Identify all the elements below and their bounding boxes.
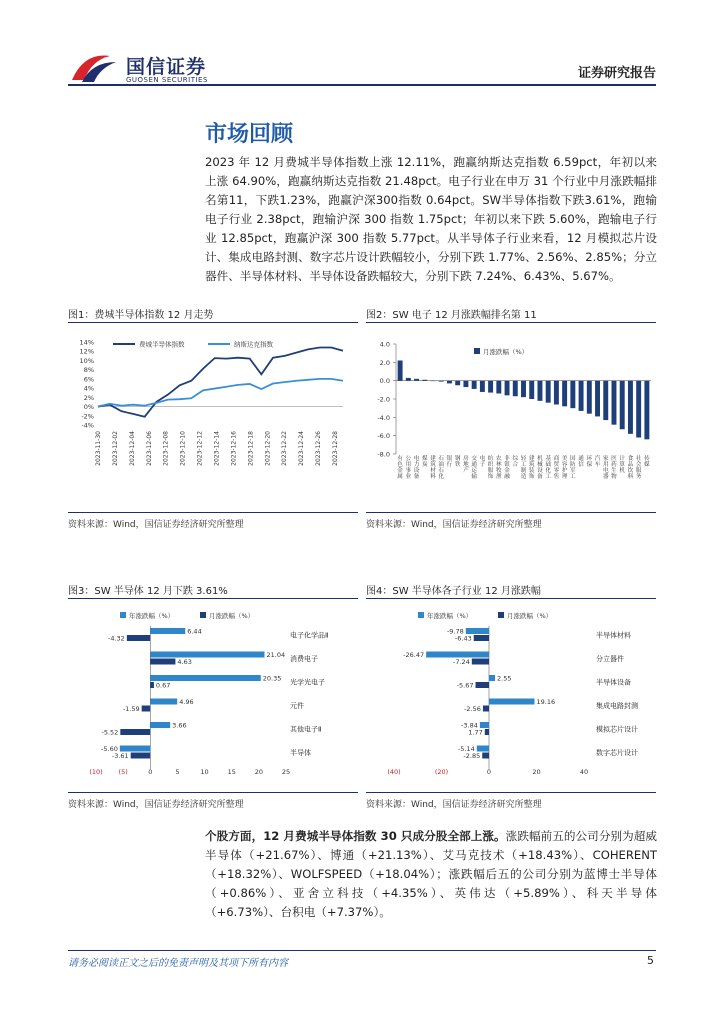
category-label: 综合 [512, 456, 519, 468]
x-tick-label: 2023-12-24 [298, 431, 306, 466]
category-label: 电子化学品Ⅱ [290, 631, 329, 640]
x-tick-label: 10 [200, 768, 209, 776]
category-label: 石油石化 [438, 456, 445, 480]
y-tick-label: 2.0 [379, 358, 390, 367]
bar [620, 381, 625, 430]
figure2-title: 图2：SW 电子 12 月涨跌幅排名第 11 [366, 310, 537, 321]
legend-label: 年涨跌幅（%） [427, 612, 473, 620]
figure1-chart [68, 330, 358, 510]
bar [480, 381, 485, 392]
bar [537, 381, 542, 401]
legend-swatch [474, 348, 480, 354]
y-tick-label: 4.0 [379, 340, 390, 349]
bar [554, 381, 559, 405]
x-tick-label: 2023-12-28 [332, 431, 339, 466]
category-label: 轻工制造 [520, 456, 527, 480]
bar [422, 380, 427, 381]
figure1-source: 资料来源：Wind，国信证券经济研究所整理 [68, 520, 244, 530]
bar [595, 381, 600, 417]
data-label: 1.77 [468, 728, 483, 737]
data-label: 19.16 [536, 698, 556, 706]
bar [505, 381, 510, 396]
bar [603, 381, 608, 420]
y-tick-label: 12% [79, 347, 94, 356]
data-label: 0.67 [155, 681, 171, 690]
data-label: 6.44 [187, 627, 202, 636]
data-label: 2.55 [497, 674, 512, 683]
data-label: 3.66 [172, 721, 187, 730]
bar [570, 381, 575, 409]
bar [414, 379, 419, 381]
bar [406, 378, 411, 381]
bar [521, 381, 526, 398]
x-tick-label: (10) [89, 768, 103, 776]
figure2-source: 资料来源：Wind，国信证券经济研究所整理 [366, 520, 542, 530]
x-tick-label: 2023-12-14 [213, 431, 221, 466]
bar [513, 381, 518, 397]
bar [529, 381, 534, 399]
category-label: 传媒 [644, 456, 650, 468]
bar [150, 699, 177, 705]
category-label: 房地产 [463, 456, 469, 474]
bar [447, 381, 452, 384]
bar [489, 699, 535, 705]
category-label: 半导体 [290, 749, 311, 757]
data-label: 21.04 [266, 651, 286, 659]
category-label: 集成电路封测 [596, 702, 638, 710]
bar [472, 659, 489, 665]
page-number: 5 [647, 954, 654, 967]
data-label: -5.60 [101, 745, 118, 753]
category-label: 汽车 [594, 456, 601, 468]
data-label: -6.43 [454, 634, 472, 643]
category-label: 纺织服饰 [487, 456, 494, 480]
category-label: 银行 [446, 456, 453, 468]
category-label: 国防军工 [570, 456, 576, 480]
bar [150, 628, 185, 634]
category-label: 有色金属 [397, 456, 403, 480]
data-label: -26.47 [403, 651, 425, 659]
x-tick-label: (40) [387, 768, 401, 776]
category-label: 模拟芯片设计 [596, 725, 638, 734]
closing-paragraph-body: 涨跌幅前五的公司分别为超威半导体（+21.67%）、博通（+21.13%）、艾马克技术（+18.43%）、COHERENT（+18.32%）、WOLFSPEED（+18.04%）；涨跌幅后五的公司分别为蓝博士半导体（+0.86%）、亚舍立科技（+4.35%）、英伟达（+5.89%）、科天半导体（+6.73%）、台积电（+7.37%）。 [205, 829, 657, 919]
data-label: -5.67 [456, 681, 474, 690]
logo-name: 国信证券 [126, 56, 207, 78]
legend-label: 费城半导体指数 [139, 340, 185, 349]
header-rule [68, 84, 656, 86]
y-tick-label: 2% [83, 393, 94, 402]
bar [612, 381, 617, 425]
category-label: 医药生物 [611, 456, 617, 480]
bar [431, 381, 436, 382]
x-tick-label: 2023-12-08 [162, 431, 170, 466]
bar [546, 381, 551, 403]
category-label: 建筑材料 [430, 456, 436, 480]
bar [120, 729, 150, 735]
report-type: 证券研究报告 [577, 66, 656, 81]
footer-disclaimer: 请务必阅读正文之后的免责声明及其项下所有内容 [68, 958, 288, 969]
category-label: 基础化工 [545, 456, 551, 480]
y-tick-label: -2.0 [377, 395, 390, 404]
figure4-chart [366, 604, 656, 789]
category-label: 食品饮料 [627, 456, 634, 480]
logo-english: GUOSEN SECURITIES [126, 76, 208, 84]
logo-mark-icon [70, 50, 118, 86]
category-label: 商贸零售 [553, 456, 560, 480]
x-tick-label: 2023-12-18 [247, 431, 255, 466]
x-tick-label: 40 [579, 768, 589, 776]
section-title: 市场回顾 [205, 122, 294, 147]
x-tick-label: 2023-12-26 [315, 431, 323, 466]
bar [485, 729, 489, 735]
bar [463, 381, 468, 387]
bar [579, 381, 584, 411]
x-tick-label: 2023-11-30 [95, 431, 102, 466]
data-label: -5.52 [101, 728, 119, 737]
x-tick-label: 2023-12-04 [128, 431, 136, 466]
category-label: 计算机 [619, 456, 626, 474]
legend-label: 纳斯达克指数 [234, 340, 273, 349]
bar [426, 652, 489, 658]
category-label: 农林牧渔 [496, 456, 502, 480]
category-label: 社会服务 [635, 456, 642, 480]
x-tick-label: 5 [175, 768, 180, 776]
series-line [98, 379, 343, 407]
bar [477, 746, 489, 752]
bar [150, 659, 175, 665]
bar [628, 381, 633, 434]
data-label: -2.56 [464, 705, 481, 713]
category-label: 半导体材料 [596, 631, 631, 640]
x-tick-label: 2023-12-22 [281, 431, 289, 466]
bar [455, 381, 460, 386]
legend-label: 年涨跌幅（%） [129, 612, 175, 620]
closing-paragraph-lead: 个股方面，12 月费城半导体指数 30 只成分股全部上涨。 [205, 829, 506, 843]
x-tick-label: 0 [486, 768, 492, 776]
bar [496, 381, 501, 394]
bar [482, 753, 489, 759]
bar [488, 381, 493, 393]
figure3-bottom-rule [68, 792, 358, 793]
data-label: 4.63 [177, 658, 192, 666]
bar [150, 675, 260, 681]
figure2-top-rule [366, 322, 656, 323]
data-label: -9.78 [446, 627, 464, 636]
data-label: -2.85 [463, 752, 481, 760]
category-label: 美容护理 [561, 456, 568, 480]
x-tick-label: 0 [148, 768, 153, 776]
bar [466, 628, 489, 634]
category-label: 交通运输 [471, 456, 477, 480]
legend-swatch [498, 612, 504, 618]
figure2-chart [366, 330, 656, 510]
bar [636, 381, 641, 438]
y-tick-label: 14% [79, 338, 94, 347]
figure4-source: 资料来源：Wind，国信证券经济研究所整理 [366, 800, 542, 810]
figure4-top-rule [366, 598, 656, 599]
y-tick-label: -6.0 [377, 432, 390, 441]
y-tick-label: -4% [81, 421, 94, 430]
x-tick-label: (20) [434, 768, 449, 776]
x-tick-label: 2023-12-20 [264, 431, 272, 466]
category-label: 家用电器 [602, 456, 609, 480]
bar [120, 746, 150, 752]
data-label: -1.59 [122, 705, 140, 713]
bar [150, 722, 170, 728]
x-tick-label: 2023-12-10 [179, 431, 187, 466]
legend-swatch [200, 612, 206, 618]
legend-label: 月涨跌幅（%） [209, 612, 255, 620]
legend-swatch [120, 612, 126, 618]
y-tick-label: 6% [83, 375, 94, 384]
x-tick-label: (5) [118, 768, 128, 776]
data-label: -4.32 [108, 634, 125, 643]
data-label: -3.84 [461, 721, 478, 730]
category-label: 煤炭 [421, 456, 428, 468]
bar [587, 381, 592, 414]
legend-swatch [418, 612, 424, 618]
category-label: 电力设备 [413, 456, 420, 480]
y-tick-label: -8.0 [377, 450, 390, 459]
category-label: 公用事业 [405, 456, 412, 480]
category-label: 半导体设备 [596, 678, 631, 687]
y-tick-label: 0% [83, 403, 94, 412]
bar [127, 635, 150, 641]
bar [398, 361, 403, 381]
y-tick-label: 4% [83, 384, 94, 393]
bar [150, 682, 154, 688]
bar [562, 381, 567, 407]
data-label: 4.96 [179, 698, 194, 706]
category-label: 消费电子 [290, 655, 318, 663]
bar [483, 706, 489, 712]
footer-rule [68, 950, 656, 951]
figure3-title: 图3：SW 半导体 12 月下跌 3.61% [68, 586, 228, 597]
y-tick-label: 10% [79, 356, 94, 365]
category-label: 非银金融 [504, 456, 510, 480]
x-tick-label: 20 [532, 768, 541, 776]
legend-label: 月涨跌幅（%） [483, 348, 529, 356]
closing-paragraph [205, 827, 657, 922]
category-label: 钢铁 [454, 456, 461, 468]
category-label: 环保 [586, 456, 593, 468]
figure3-source: 资料来源：Wind，国信证券经济研究所整理 [68, 800, 244, 810]
category-label: 元件 [290, 702, 304, 710]
bar [474, 635, 489, 641]
y-tick-label: 8% [83, 366, 94, 375]
x-tick-label: 15 [227, 768, 236, 776]
data-label: -7.24 [452, 658, 470, 666]
x-tick-label: 2023-12-12 [196, 431, 204, 466]
category-label: 电子 [479, 456, 486, 468]
bar [472, 381, 477, 389]
x-tick-label: 2023-12-16 [230, 431, 238, 466]
intro-paragraph: 2023 年 12 月费城半导体指数上涨 12.11%，跑赢纳斯达克指数 6.59pct，年初以来上涨 64.90%，跑赢纳斯达克指数 21.48pct。电子行业在申万 31 个行业中月涨跌幅排名第11，下跌1.23%，跑赢沪深300指数 0.64pct。SW半导体指数下跌3.61%，跑输电子行业 2.38pct，跑输沪深 300 指数 1.75pct；年初以来下跌 5.60%，跑输电子行业 12.85pct，跑赢沪深 300 指数 5.77pct。从半导体子行业来看，12 月模拟芯片设计、集成电路封测、数字芯片设计跌幅较小，分别下跌 1.77%、2.56%、2.85%；分立器件、半导体材料、半导体设备跌幅较大，分别下跌 7.24%、6.43%、5.67%。 [205, 155, 657, 283]
y-tick-label: -4.0 [377, 413, 390, 422]
figure1-bottom-rule [68, 512, 358, 513]
bar [480, 722, 489, 728]
bar [142, 706, 151, 712]
legend-label: 月涨跌幅（%） [507, 612, 553, 620]
x-tick-label: 20 [254, 768, 263, 776]
bar [131, 753, 151, 759]
figure2-bottom-rule [366, 512, 656, 513]
figure3-top-rule [68, 598, 358, 599]
figure1-top-rule [68, 322, 358, 323]
x-tick-label: 25 [281, 768, 291, 776]
category-label: 光学光电子 [290, 678, 325, 687]
figure4-bottom-rule [366, 792, 656, 793]
bar [150, 652, 264, 658]
bar [476, 682, 489, 688]
figure4-title: 图4：SW 半导体各子行业 12 月涨跌幅 [366, 586, 541, 597]
category-label: 其他电子Ⅱ [290, 725, 322, 734]
figure1-title: 图1：费城半导体指数 12 月走势 [68, 310, 214, 321]
figure3-chart [68, 604, 358, 789]
category-label: 机械设备 [537, 456, 543, 480]
x-tick-label: 2023-12-06 [145, 431, 153, 466]
data-label: -5.14 [457, 745, 475, 753]
x-tick-label: 2023-12-02 [111, 431, 119, 466]
category-label: 通信 [578, 456, 584, 468]
y-tick-label: 0.0 [379, 377, 390, 386]
bar [644, 381, 649, 440]
category-label: 建筑装饰 [528, 456, 535, 480]
bar [439, 381, 444, 382]
data-label: -3.61 [111, 752, 129, 760]
bar [489, 675, 495, 681]
category-label: 数字芯片设计 [596, 749, 638, 757]
category-label: 分立器件 [596, 655, 624, 663]
data-label: 20.35 [262, 674, 282, 683]
y-tick-label: -2% [81, 412, 94, 421]
